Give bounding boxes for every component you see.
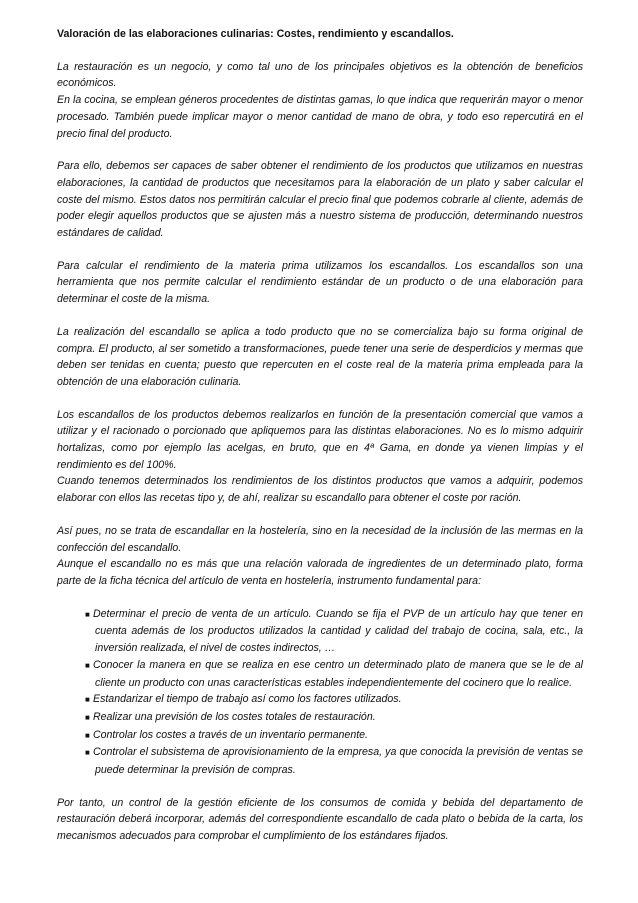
paragraph-line: En la cocina, se emplean géneros procedentes de distintas gamas, lo que indica que requerirán mayor o menor procesado. También puede implicar mayor o menor cantidad de mano de obra, y todo eso repercutirá en el precio final del producto.: [57, 94, 583, 140]
list-item-text: Controlar los costes a través de un inventario permanente.: [93, 728, 368, 741]
paragraph-line: Los escandallos de los productos debemos realizarlos en función de la presentación comercial que vamos a utilizar y el racionado o porcionado que apliquemos para las distintas elaboraciones. No es lo mismo adquirir hortalizas, como por ejemplo las acelgas, en bruto, que en 4ª Gama, en donde ya vienen limpias y el rendimiento es del 100%.: [57, 408, 583, 471]
paragraph-escandallos: [57, 258, 583, 308]
paragraph-line: Así pues, no se trata de escandallar en la hostelería, sino en la necesidad de la inclusión de las mermas en la confección del escandallo.: [57, 524, 583, 554]
list-item-text: Realizar una previsión de los costes totales de restauración.: [93, 710, 376, 723]
document-title: Valoración de las elaboraciones culinarias: Costes, rendimiento y escandallos.: [57, 28, 454, 40]
paragraph-line: Cuando tenemos determinados los rendimientos de los distintos productos que vamos a adquirir, podemos elaborar con ellos las recetas tipo y, de ahí, realizar su escandallo para obtener el coste por ración.: [57, 475, 583, 505]
document-page: [57, 26, 583, 861]
paragraph-intro: [57, 59, 583, 143]
list-item: [77, 657, 583, 691]
paragraph-line: La restauración es un negocio, y como tal uno de los principales objetivos es la obtención de beneficios económicos.: [57, 60, 583, 90]
list-item-text: Determinar el precio de venta de un artículo. Cuando se fija el PVP de un artículo hay que tener en cuenta además de los productos utilizados la cantidad y calidad del trabajo de cocina, sala, etc., la inversión realizada, el nivel de costes indirectos, …: [93, 607, 583, 655]
list-item-text: Estandarizar el tiempo de trabajo así como los factores utilizados.: [93, 693, 402, 706]
paragraph-rendimiento: [57, 158, 583, 242]
bullet-square-icon: ■: [85, 730, 90, 740]
paragraph-line: Para ello, debemos ser capaces de saber obtener el rendimiento de los productos que utilizamos en nuestras elaboraciones, la cantidad de productos que necesitamos para la elaboración de un plato y saber calcular el coste del mismo. Estos datos nos permitirán calcular el precio final que podemos cobrarle al cliente, además de poder elegir aquellos productos que se ajusten más a nuestro sistema de producción, determinando nuestros estándares de calidad.: [57, 160, 583, 240]
list-item: [77, 691, 583, 709]
paragraph-realizacion: [57, 324, 583, 391]
bullet-square-icon: ■: [85, 695, 90, 705]
bullet-list: [57, 606, 583, 779]
bullet-square-icon: ■: [85, 609, 90, 619]
bullet-square-icon: ■: [85, 660, 90, 670]
paragraph-line: Aunque el escandallo no es más que una relación valorada de ingredientes de un determinado plato, forma parte de la ficha técnica del artículo de venta en hostelería, instrumento fundamental para:: [57, 558, 583, 587]
paragraph-mermas: [57, 523, 583, 590]
list-item-text: Controlar el subsistema de aprovisionamiento de la empresa, ya que conocida la previsión de ventas se puede determinar la previsión de compras.: [93, 746, 583, 777]
list-item-text: Conocer la manera en que se realiza en ese centro un determinado plato de manera que se le de al cliente un producto con unas características estables independientemente del cocinero que lo realice.: [93, 658, 583, 689]
paragraph-presentacion: [57, 407, 583, 507]
paragraph-line: La realización del escandallo se aplica a todo producto que no se comercializa bajo su forma original de compra. El producto, al ser sometido a transformaciones, puede tener una serie de desperdicios y mermas que deben ser tenidas en cuenta; puesto que repercuten en el coste real de la materia prima empleada para la obtención de una elaboración culinaria.: [57, 325, 583, 388]
list-item: [77, 709, 583, 727]
paragraph-conclusion: [57, 795, 583, 845]
paragraph-line: Para calcular el rendimiento de la materia prima utilizamos los escandallos. Los escandallos son una herramienta que nos permite calcular el rendimiento estándar de un producto o de una elaboración para determinar el coste de la misma.: [57, 259, 583, 306]
bullet-square-icon: ■: [85, 712, 90, 722]
paragraph-line: Por tanto, un control de la gestión eficiente de los consumos de comida y bebida del departamento de restauración deberá incorporar, además del correspondiente escandallo de cada plato o bebida de la carta, los mecanismos adecuados para comprobar el cumplimiento de los estándares fijados.: [57, 796, 583, 843]
list-item: [77, 727, 583, 745]
list-item: [77, 606, 583, 657]
list-item: [77, 744, 583, 778]
bullet-square-icon: ■: [85, 748, 90, 758]
